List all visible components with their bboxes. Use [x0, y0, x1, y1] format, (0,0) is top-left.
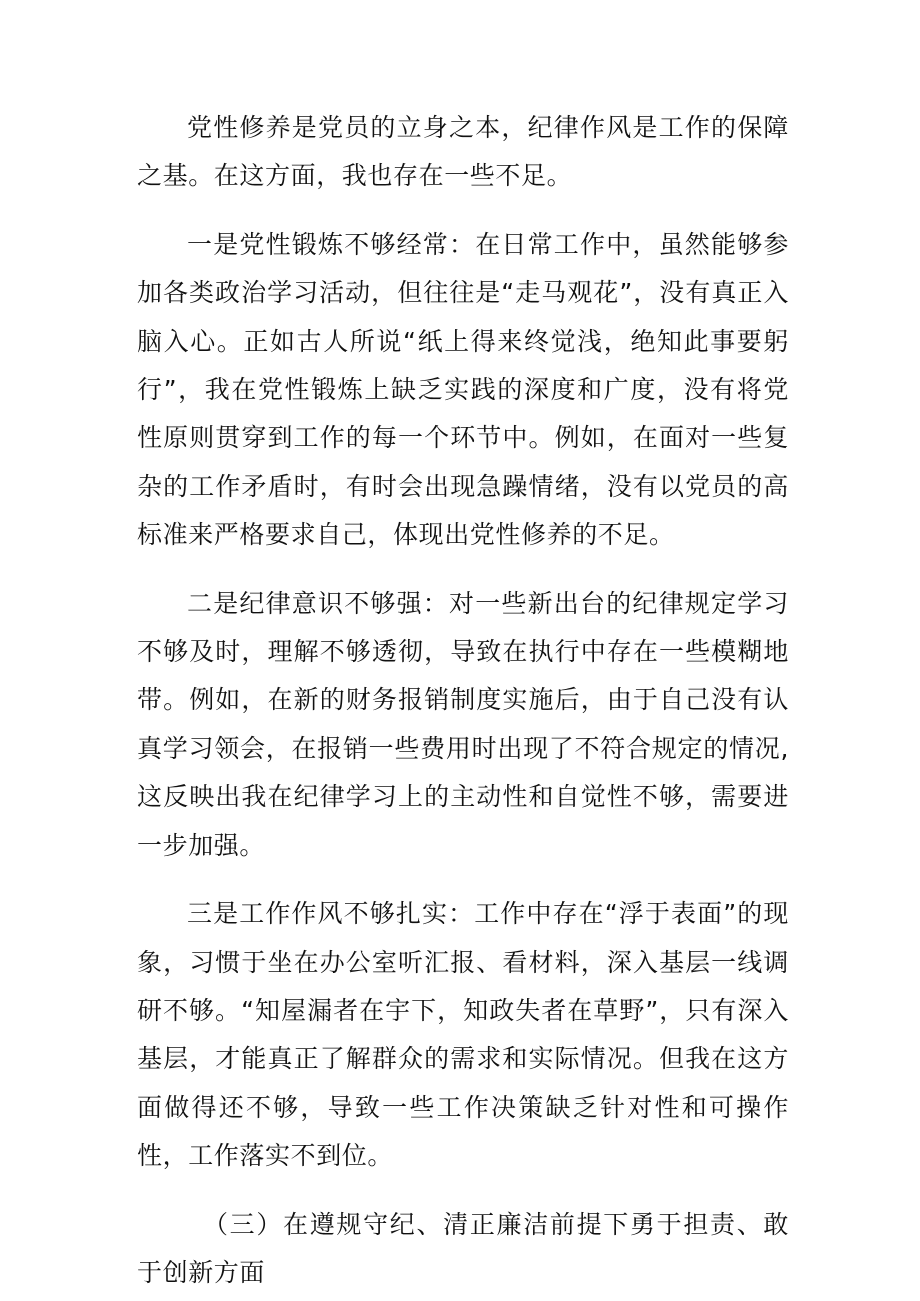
paragraph-party-training: 一是党性锻炼不够经常：在日常工作中，虽然能够参加各类政治学习活动，但往往是“走马观花”，没有真正入脑入心。正如古人所说“纸上得来终觉浅，绝知此事要躬行”，我在党性锻炼上缺乏实践的深度和广度，没有将党性原则贯穿到工作的每一个环节中。例如，在面对一些复杂的工作矛盾时，有时会出现急躁情绪，没有以党员的高标准来严格要求自己，体现出党性修养的不足。: [137, 229, 789, 550]
paragraph-work-style: 三是工作作风不够扎实：工作中存在“浮于表面”的现象，习惯于坐在办公室听汇报、看材料，深入基层一线调研不够。“知屋漏者在宇下，知政失者在草野”，只有深入基层，才能真正了解群众的需求和实际情况。但我在这方面做得还不够，导致一些工作决策缺乏针对性和可操作性，工作落实不到位。: [137, 899, 789, 1171]
document-body: [137, 104, 789, 1297]
section-heading: （三）在遵规守纪、清正廉洁前提下勇于担责、敢于创新方面: [137, 1209, 789, 1287]
paragraph-intro: 党性修养是党员的立身之本，纪律作风是工作的保障之基。在这方面，我也存在一些不足。: [137, 113, 789, 191]
paragraph-discipline-awareness: 二是纪律意识不够强：对一些新出台的纪律规定学习不够及时，理解不够透彻，导致在执行中存在一些模糊地带。例如，在新的财务报销制度实施后，由于自己没有认真学习领会，在报销一些费用时出现了不符合规定的情况,这反映出我在纪律学习上的主动性和自觉性不够，需要进一步加强。: [137, 588, 789, 860]
